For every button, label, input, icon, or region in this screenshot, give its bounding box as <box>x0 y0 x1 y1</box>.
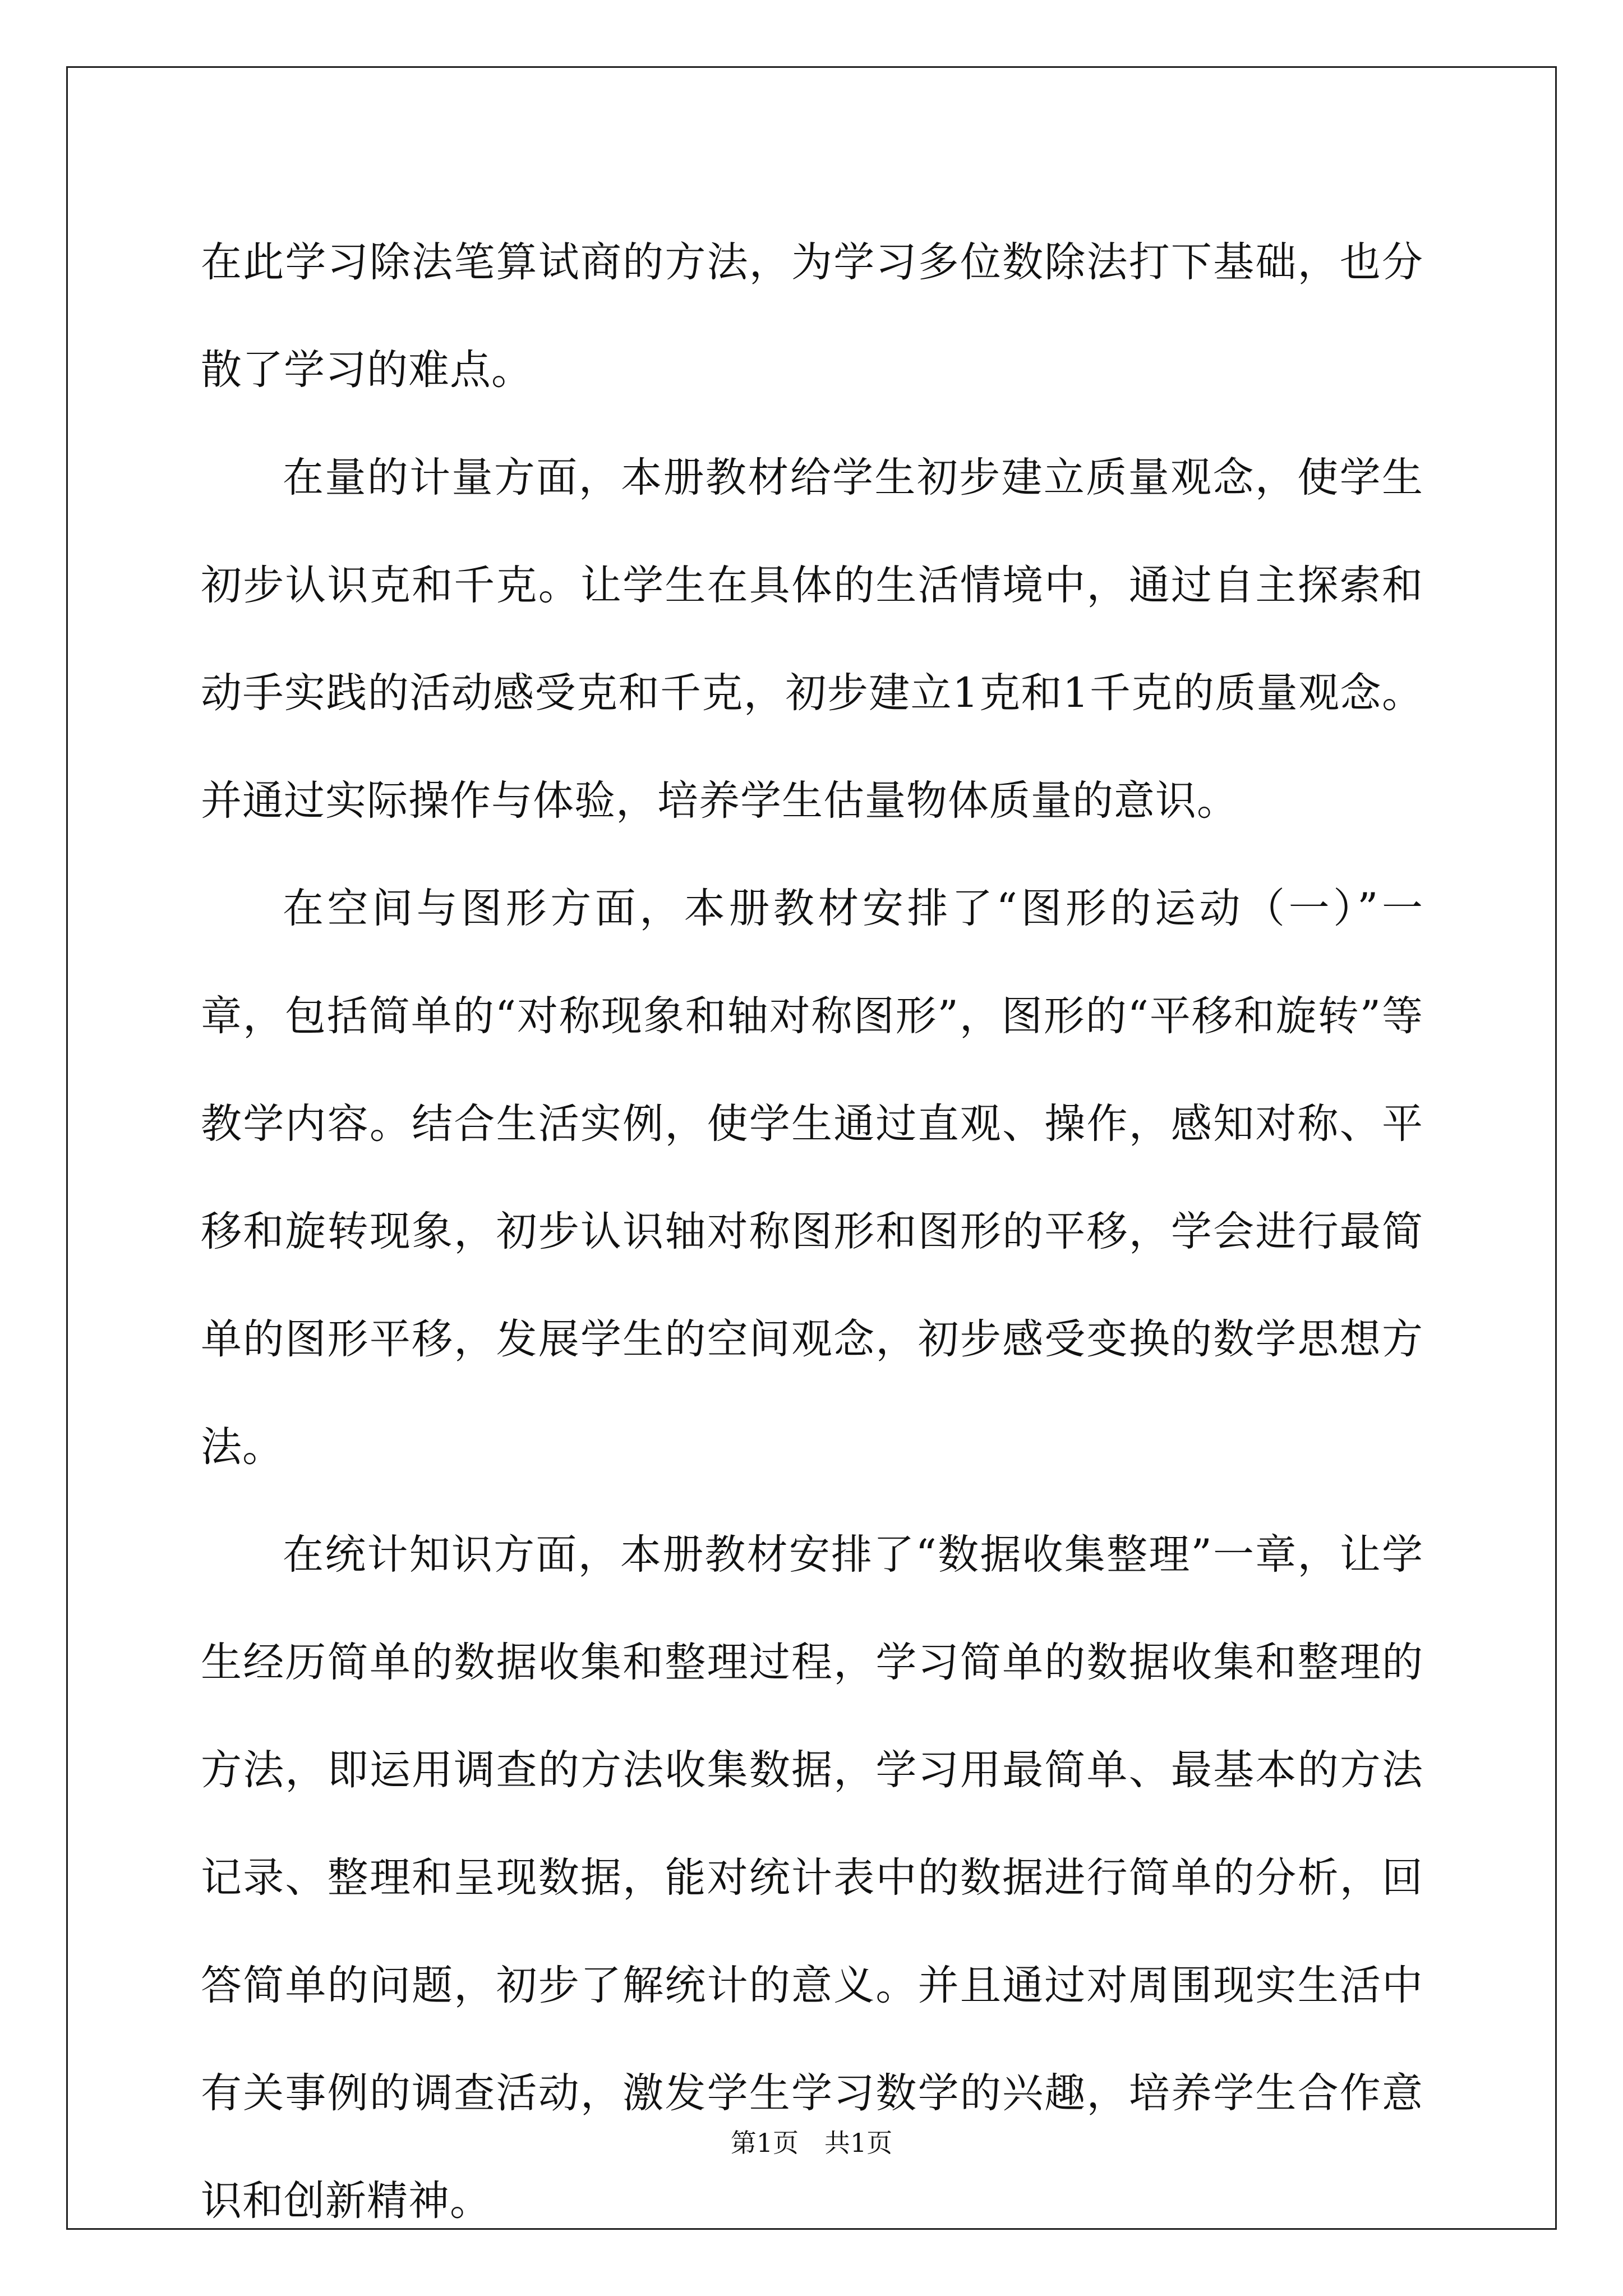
document-body <box>201 209 1423 2255</box>
paragraph-3: 在空间与图形方面，本册教材安排了“图形的运动（一）”一章，包括简单的“对称现象和轴对称图形”，图形的“平移和旋转”等教学内容。结合生活实例，使学生通过直观、操作，感知对称、平移和旋转现象，初步认识轴对称图形和图形的平移，学会进行最简单的图形平移，发展学生的空间观念，初步感受变换的数学思想方法。 <box>201 885 1423 1471</box>
page-footer: 第1页 共1页 <box>730 2128 893 2158</box>
paragraph-4: 在统计知识方面，本册教材安排了“数据收集整理”一章，让学生经历简单的数据收集和整理过程，学习简单的数据收集和整理的方法，即运用调查的方法收集数据，学习用最简单、最基本的方法记录、整理和呈现数据，能对统计表中的数据进行简单的分析，回答简单的问题，初步了解统计的意义。并且通过对周围现实生活中有关事例的调查活动，激发学生学习数学的兴趣，培养学生合作意识和创新精神。 <box>201 1531 1423 2225</box>
paragraph-2: 在量的计量方面，本册教材给学生初步建立质量观念，使学生初步认识克和千克。让学生在具体的生活情境中，通过自主探索和动手实践的活动感受克和千克，初步建立1克和1千克的质量观念。并通过实际操作与体验，培养学生估量物体质量的意识。 <box>201 454 1423 825</box>
paragraph-1: 在此学习除法笔算试商的方法，为学习多位数除法打下基础，也分散了学习的难点。 <box>201 238 1423 394</box>
